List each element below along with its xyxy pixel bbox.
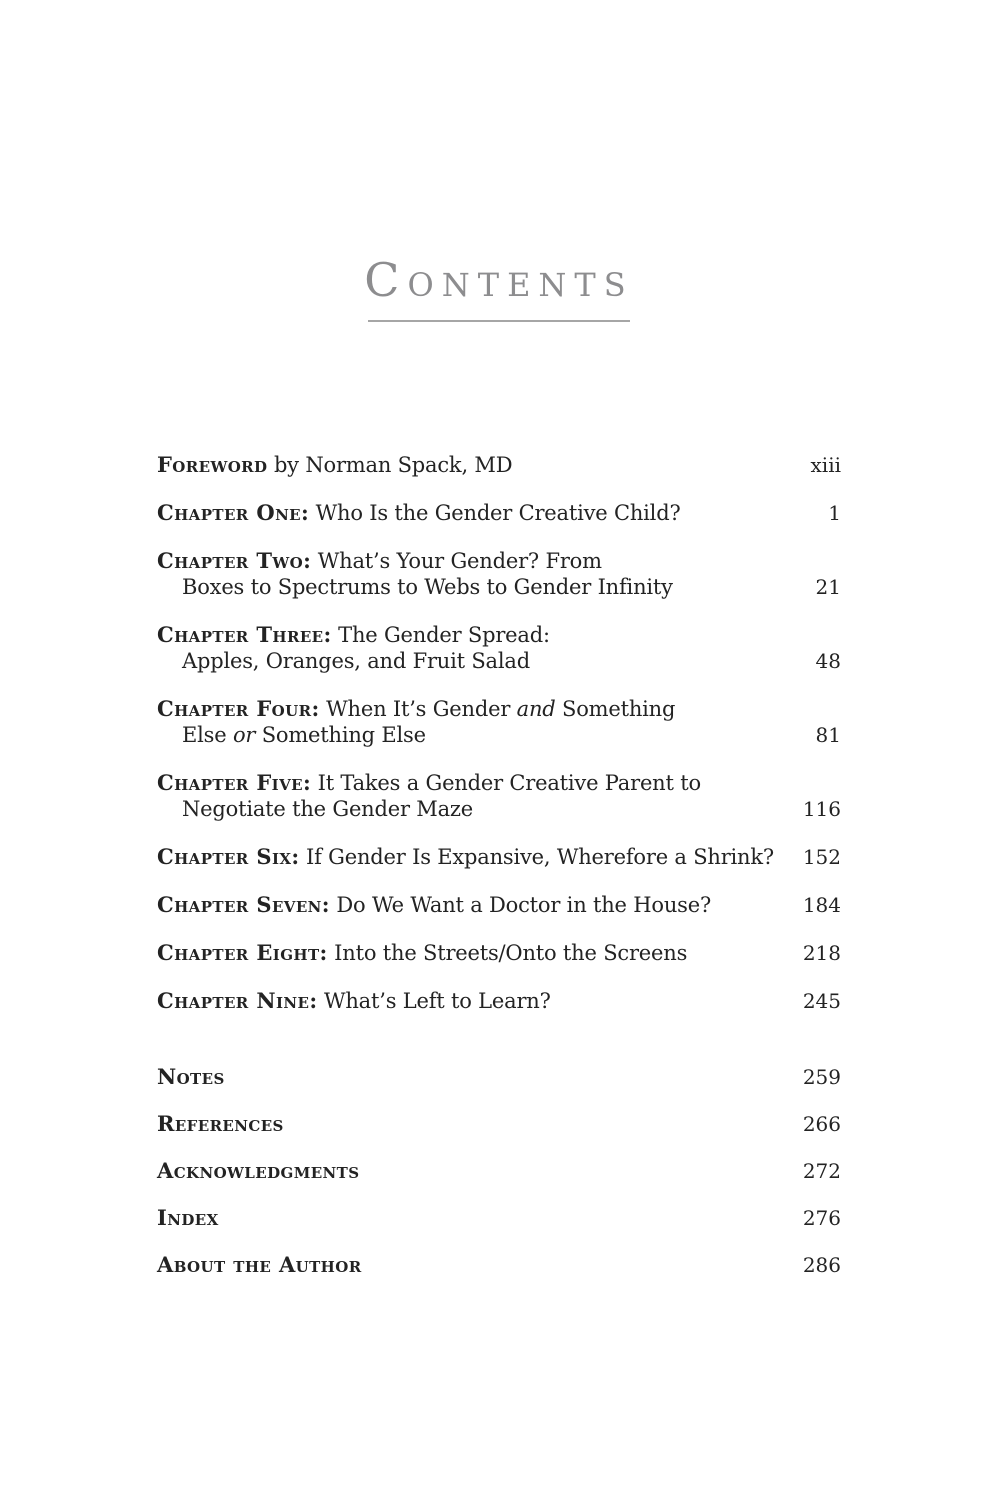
entry-title-segment: It Takes a Gender Creative Parent to: [311, 771, 701, 795]
toc-entry: [157, 548, 841, 600]
entry-line: [157, 1064, 791, 1090]
entry-line-continuation: [157, 574, 804, 600]
entry-title-segment: Something Else: [255, 723, 426, 747]
toc-entry-text: [157, 988, 791, 1014]
entry-label: About the Author: [157, 1252, 362, 1277]
entry-title-segment: or: [232, 723, 256, 747]
entry-title-segment: What’s Left to Learn?: [317, 989, 551, 1013]
entry-line: [157, 452, 799, 478]
entry-label: Foreword: [157, 452, 268, 477]
toc-entry-list: [157, 452, 841, 1014]
entry-line: [157, 1205, 791, 1231]
toc-entry: [157, 1205, 841, 1231]
title-divider-rule: [368, 320, 630, 322]
entry-title-segment: Who Is the Gender Creative Child?: [309, 501, 681, 525]
entry-title-segment: Into the Streets/Onto the Screens: [327, 941, 688, 965]
entry-title-segment: and: [516, 697, 556, 721]
entry-label: Index: [157, 1205, 219, 1230]
entry-page-number: 48: [815, 649, 841, 673]
toc-entry: [157, 1064, 841, 1090]
entry-page-number: xiii: [810, 453, 841, 477]
toc-entry: [157, 1158, 841, 1184]
entry-page-number: 266: [802, 1112, 841, 1136]
toc-entry-text: [157, 1252, 791, 1278]
entry-label: Chapter Five:: [157, 770, 312, 795]
toc-entry-text: [157, 1111, 791, 1137]
toc-entry-text: [157, 844, 791, 870]
entry-line: [157, 1252, 791, 1278]
entry-line: [157, 500, 816, 526]
entry-page-number: 116: [802, 797, 841, 821]
entry-title-segment: Boxes to Spectrums to Webs to Gender Infinity: [182, 575, 673, 599]
toc-entry: [157, 622, 841, 674]
entry-label: Chapter Two:: [157, 548, 312, 573]
entry-page-number: 245: [802, 989, 841, 1013]
entry-line: [157, 844, 791, 870]
entry-title-segment: What’s Your Gender? From: [311, 549, 602, 573]
entry-page-number: 1: [828, 501, 841, 525]
entry-line: [157, 548, 804, 574]
entry-page-number: 259: [802, 1065, 841, 1089]
entry-title-segment: If Gender Is Expansive, Wherefore a Shrink?: [299, 845, 774, 869]
entry-page-number: 218: [802, 941, 841, 965]
entry-page-number: 21: [815, 575, 841, 599]
entry-title-segment: Negotiate the Gender Maze: [182, 797, 473, 821]
entry-line: [157, 940, 791, 966]
toc-entry: [157, 500, 841, 526]
entry-page-number: 272: [802, 1159, 841, 1183]
entry-title-segment: by Norman Spack, MD: [267, 453, 513, 477]
page-content: [157, 0, 841, 1299]
title-block: [157, 253, 841, 322]
entry-page-number: 286: [802, 1253, 841, 1277]
toc-entry-text: [157, 1205, 791, 1231]
toc-entry-text: [157, 1064, 791, 1090]
toc-entry: [157, 770, 841, 822]
entry-line-continuation: [157, 722, 804, 748]
entry-line: [157, 1111, 791, 1137]
entry-label: Chapter Eight:: [157, 940, 328, 965]
entry-label: Chapter Seven:: [157, 892, 330, 917]
toc-entry-text: [157, 622, 804, 674]
toc-entry: [157, 892, 841, 918]
entry-line: [157, 622, 804, 648]
page-title: Contents: [364, 253, 634, 307]
entry-line-continuation: [157, 796, 791, 822]
toc-entry: [157, 844, 841, 870]
entry-label: Chapter Four:: [157, 696, 320, 721]
entry-line: [157, 770, 791, 796]
entry-label: Notes: [157, 1064, 225, 1089]
entry-title-segment: Do We Want a Doctor in the House?: [329, 893, 712, 917]
toc-entry: [157, 1111, 841, 1137]
toc-entry-text: [157, 1158, 791, 1184]
entry-page-number: 276: [802, 1206, 841, 1230]
entry-title-segment: Apples, Oranges, and Fruit Salad: [182, 649, 530, 673]
entry-label: References: [157, 1111, 284, 1136]
entry-title-segment: When It’s Gender: [319, 697, 517, 721]
entry-line: [157, 1158, 791, 1184]
entry-line: [157, 696, 804, 722]
toc-entry-text: [157, 770, 791, 822]
entry-title-segment: The Gender Spread:: [331, 623, 550, 647]
toc-entry-text: [157, 696, 804, 748]
entry-label: Acknowledgments: [157, 1158, 360, 1183]
entry-label: Chapter Three:: [157, 622, 332, 647]
toc-entry-text: [157, 892, 791, 918]
toc-entry-text: [157, 940, 791, 966]
toc-entry-text: [157, 452, 799, 478]
toc-entry: [157, 988, 841, 1014]
toc-entry: [157, 696, 841, 748]
entry-page-number: 81: [815, 723, 841, 747]
entry-label: Chapter One:: [157, 500, 310, 525]
toc-entry-text: [157, 500, 816, 526]
entry-line: [157, 988, 791, 1014]
entry-title-segment: Else: [182, 723, 233, 747]
entry-line-continuation: [157, 648, 804, 674]
toc-entry: [157, 940, 841, 966]
entry-line: [157, 892, 791, 918]
toc-entry: [157, 1252, 841, 1278]
entry-page-number: 152: [802, 845, 841, 869]
toc-entry-text: [157, 548, 804, 600]
backmatter-entry-list: [157, 1064, 841, 1278]
entry-title-segment: Something: [555, 697, 676, 721]
entry-label: Chapter Nine:: [157, 988, 318, 1013]
entry-page-number: 184: [802, 893, 841, 917]
toc-entry: [157, 452, 841, 478]
entry-label: Chapter Six:: [157, 844, 300, 869]
